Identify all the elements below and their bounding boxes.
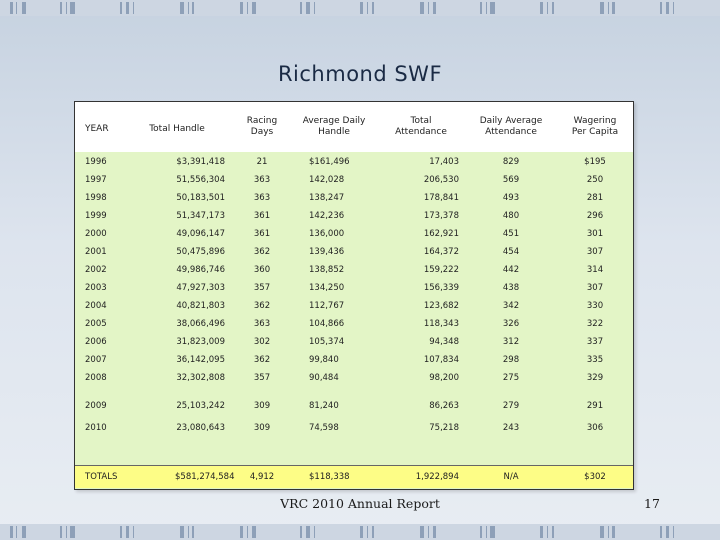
bottom-decorative-band bbox=[0, 524, 720, 540]
totals-handle: $581,274,584 bbox=[175, 472, 235, 482]
cell-year: 1997 bbox=[85, 175, 107, 185]
cell-days: 21 bbox=[256, 157, 268, 167]
totals-row bbox=[75, 465, 633, 488]
cell-att: 94,348 bbox=[429, 337, 459, 347]
cell-wpc: 307 bbox=[586, 283, 604, 293]
cell-days: 361 bbox=[253, 211, 271, 221]
top-decorative-band bbox=[0, 0, 720, 16]
cell-att: 178,841 bbox=[423, 193, 459, 203]
header-total-attendance bbox=[383, 116, 459, 138]
table-row bbox=[75, 243, 633, 261]
cell-adh: $161,496 bbox=[309, 157, 350, 167]
footer-text: VRC 2010 Annual Report bbox=[280, 496, 440, 511]
cell-daa: 298 bbox=[502, 355, 520, 365]
cell-adh: 136,000 bbox=[309, 229, 345, 239]
cell-adh: 134,250 bbox=[309, 283, 345, 293]
cell-att: 17,403 bbox=[429, 157, 459, 167]
cell-att: 159,222 bbox=[423, 265, 459, 275]
cell-att: 86,263 bbox=[429, 401, 459, 411]
cell-handle: 50,183,501 bbox=[176, 193, 225, 203]
cell-daa: 342 bbox=[502, 301, 520, 311]
cell-att: 75,218 bbox=[429, 423, 459, 433]
header-racing-days-line1: Racing bbox=[246, 116, 278, 126]
cell-year: 2005 bbox=[85, 319, 107, 329]
cell-daa: 454 bbox=[502, 247, 520, 257]
cell-days: 363 bbox=[253, 175, 271, 185]
cell-year: 2006 bbox=[85, 337, 107, 347]
table-row bbox=[75, 171, 633, 189]
cell-wpc: 335 bbox=[586, 355, 604, 365]
cell-wpc: 337 bbox=[586, 337, 604, 347]
cell-adh: 74,598 bbox=[309, 423, 339, 433]
cell-days: 309 bbox=[253, 401, 271, 411]
cell-days: 363 bbox=[253, 319, 271, 329]
header-adh-line1: Average Daily bbox=[302, 116, 366, 126]
cell-days: 361 bbox=[253, 229, 271, 239]
cell-days: 362 bbox=[253, 355, 271, 365]
cell-handle: 50,475,896 bbox=[176, 247, 225, 257]
table-row bbox=[75, 279, 633, 297]
totals-label: TOTALS bbox=[85, 472, 118, 482]
totals-att: 1,922,894 bbox=[415, 472, 459, 482]
totals-adh: $118,338 bbox=[309, 472, 350, 482]
header-att-line1: Total bbox=[410, 116, 432, 126]
cell-handle: 32,302,808 bbox=[176, 373, 225, 383]
header-racing-days bbox=[235, 116, 289, 138]
cell-handle: 51,347,173 bbox=[176, 211, 225, 221]
cell-att: 107,834 bbox=[423, 355, 459, 365]
cell-daa: 243 bbox=[502, 423, 520, 433]
cell-att: 164,372 bbox=[423, 247, 459, 257]
cell-wpc: 314 bbox=[586, 265, 604, 275]
page-number: 17 bbox=[644, 496, 660, 511]
cell-handle: 47,927,303 bbox=[176, 283, 225, 293]
cell-days: 309 bbox=[253, 423, 271, 433]
header-daa-line2: Attendance bbox=[485, 127, 537, 137]
cell-year: 2000 bbox=[85, 229, 107, 239]
cell-daa: 569 bbox=[502, 175, 520, 185]
cell-year: 1996 bbox=[85, 157, 107, 167]
cell-year: 2002 bbox=[85, 265, 107, 275]
cell-days: 357 bbox=[253, 373, 271, 383]
header-daily-average-attendance bbox=[469, 116, 553, 138]
cell-year: 2003 bbox=[85, 283, 107, 293]
header-wpc-line2: Per Capita bbox=[571, 127, 619, 137]
cell-handle: $3,391,418 bbox=[176, 157, 225, 167]
cell-daa: 326 bbox=[502, 319, 520, 329]
totals-wpc: $302 bbox=[584, 472, 606, 482]
cell-adh: 138,247 bbox=[309, 193, 345, 203]
cell-days: 362 bbox=[253, 247, 271, 257]
cell-adh: 138,852 bbox=[309, 265, 345, 275]
cell-wpc: 329 bbox=[586, 373, 604, 383]
table-row bbox=[75, 315, 633, 333]
table-row bbox=[75, 397, 633, 415]
cell-att: 123,682 bbox=[423, 301, 459, 311]
cell-handle: 49,096,147 bbox=[176, 229, 225, 239]
table-row bbox=[75, 351, 633, 369]
cell-att: 118,343 bbox=[423, 319, 459, 329]
cell-handle: 40,821,803 bbox=[176, 301, 225, 311]
cell-year: 2010 bbox=[85, 423, 107, 433]
cell-year: 2008 bbox=[85, 373, 107, 383]
cell-year: 2007 bbox=[85, 355, 107, 365]
cell-year: 1999 bbox=[85, 211, 107, 221]
cell-handle: 25,103,242 bbox=[176, 401, 225, 411]
cell-adh: 112,767 bbox=[309, 301, 345, 311]
cell-wpc: 250 bbox=[586, 175, 604, 185]
cell-wpc: 306 bbox=[586, 423, 604, 433]
table-row bbox=[75, 419, 633, 437]
header-att-line2: Attendance bbox=[395, 127, 447, 137]
cell-days: 302 bbox=[253, 337, 271, 347]
table-row bbox=[75, 333, 633, 351]
cell-handle: 49,986,746 bbox=[176, 265, 225, 275]
header-adh-line2: Handle bbox=[318, 127, 350, 137]
table-row bbox=[75, 225, 633, 243]
header-wagering-per-capita bbox=[561, 116, 629, 138]
cell-days: 362 bbox=[253, 301, 271, 311]
cell-daa: 275 bbox=[502, 373, 520, 383]
table-body bbox=[75, 152, 633, 489]
cell-wpc: 330 bbox=[586, 301, 604, 311]
totals-days: 4,912 bbox=[249, 472, 275, 482]
header-racing-days-line2: Days bbox=[250, 127, 274, 137]
cell-adh: 142,236 bbox=[309, 211, 345, 221]
cell-year: 2001 bbox=[85, 247, 107, 257]
cell-att: 98,200 bbox=[429, 373, 459, 383]
cell-daa: 493 bbox=[502, 193, 520, 203]
cell-adh: 105,374 bbox=[309, 337, 345, 347]
cell-adh: 81,240 bbox=[309, 401, 339, 411]
table-row bbox=[75, 207, 633, 225]
cell-handle: 36,142,095 bbox=[176, 355, 225, 365]
table-row bbox=[75, 189, 633, 207]
cell-daa: 279 bbox=[502, 401, 520, 411]
cell-handle: 23,080,643 bbox=[176, 423, 225, 433]
header-wpc-line1: Wagering bbox=[573, 116, 617, 126]
cell-wpc: 307 bbox=[586, 247, 604, 257]
cell-handle: 38,066,496 bbox=[176, 319, 225, 329]
cell-adh: 104,866 bbox=[309, 319, 345, 329]
cell-wpc: 322 bbox=[586, 319, 604, 329]
slide-title: Richmond SWF bbox=[277, 62, 443, 86]
cell-att: 173,378 bbox=[423, 211, 459, 221]
cell-year: 1998 bbox=[85, 193, 107, 203]
cell-daa: 312 bbox=[502, 337, 520, 347]
cell-wpc: 301 bbox=[586, 229, 604, 239]
cell-handle: 31,823,009 bbox=[176, 337, 225, 347]
header-average-daily-handle bbox=[295, 116, 373, 138]
data-table bbox=[74, 101, 634, 490]
cell-att: 206,530 bbox=[423, 175, 459, 185]
cell-days: 360 bbox=[253, 265, 271, 275]
cell-wpc: 281 bbox=[586, 193, 604, 203]
cell-adh: 139,436 bbox=[309, 247, 345, 257]
header-year: YEAR bbox=[85, 124, 109, 134]
cell-year: 2009 bbox=[85, 401, 107, 411]
header-total-handle: Total Handle bbox=[149, 124, 205, 134]
cell-adh: 99,840 bbox=[309, 355, 339, 365]
cell-year: 2004 bbox=[85, 301, 107, 311]
cell-wpc: 296 bbox=[586, 211, 604, 221]
cell-handle: 51,556,304 bbox=[176, 175, 225, 185]
cell-att: 162,921 bbox=[423, 229, 459, 239]
cell-daa: 480 bbox=[502, 211, 520, 221]
cell-days: 357 bbox=[253, 283, 271, 293]
cell-att: 156,339 bbox=[423, 283, 459, 293]
cell-daa: 829 bbox=[502, 157, 520, 167]
totals-daa: N/A bbox=[503, 472, 519, 482]
table-row bbox=[75, 153, 633, 171]
cell-adh: 142,028 bbox=[309, 175, 345, 185]
cell-days: 363 bbox=[253, 193, 271, 203]
cell-wpc: 291 bbox=[586, 401, 604, 411]
header-daa-line1: Daily Average bbox=[479, 116, 543, 126]
table-row bbox=[75, 297, 633, 315]
cell-daa: 451 bbox=[502, 229, 520, 239]
table-row bbox=[75, 369, 633, 387]
table-row bbox=[75, 261, 633, 279]
cell-daa: 438 bbox=[502, 283, 520, 293]
cell-wpc: $195 bbox=[584, 157, 606, 167]
cell-adh: 90,484 bbox=[309, 373, 339, 383]
cell-daa: 442 bbox=[502, 265, 520, 275]
table-header bbox=[75, 102, 633, 152]
